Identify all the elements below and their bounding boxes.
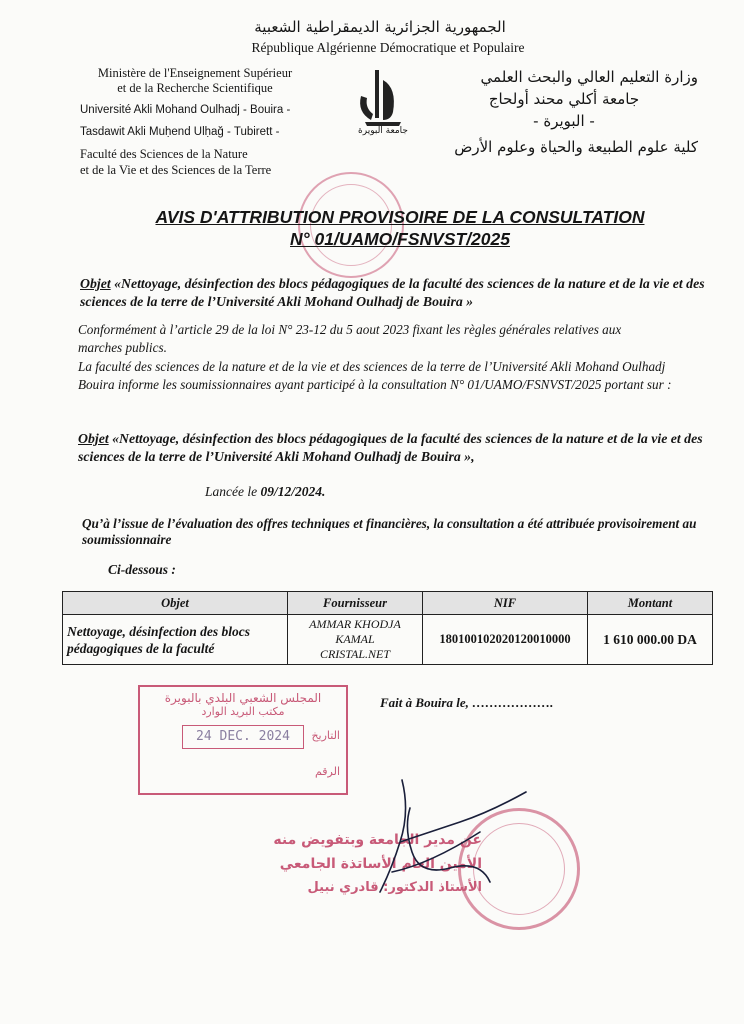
launch-date: 09/12/2024. bbox=[260, 484, 326, 499]
objet-block-2 bbox=[78, 430, 708, 466]
stamp-number-label: الرقم bbox=[314, 765, 340, 778]
objet-text-2: «Nettoyage, désinfection des blocs pédagogiques de la faculté des sciences de la nature et de la vie et des sciences de la terre de l’Université Akli Mohand Oulhadj de Bouira », bbox=[78, 431, 703, 464]
stamp-date-row bbox=[182, 725, 304, 749]
faculty-ar: كلية علوم الطبيعة والحياة وعلوم الأرض bbox=[454, 138, 698, 156]
university-logo bbox=[353, 62, 413, 142]
stamp-date-label: التاريخ bbox=[311, 729, 340, 742]
ministry-line-1: Ministère de l'Enseignement Supérieur bbox=[97, 66, 293, 80]
cell-montant: 1 610 000.00 DA bbox=[588, 615, 713, 665]
objet-label-2: Objet bbox=[78, 431, 109, 446]
faculty-announcement: La faculté des sciences de la nature et de la vie et des sciences de la terre de l’Université Akli Mohand Oulhadj Bouira informe les soumissionnaires ayant participé à la consultation N° 01/UAMO/FSNVST/2025 portant sur : bbox=[78, 359, 672, 392]
stamp-date: 24 DEC. 2024 bbox=[196, 729, 290, 744]
republic-ar: الجمهورية الجزائرية الديمقراطية الشعبية bbox=[254, 18, 506, 36]
logo-caption: جامعة البويرة bbox=[358, 126, 408, 136]
signature-line-1: عن مدير الجامعة وبتفويض منه bbox=[273, 832, 482, 848]
signature-place-date: Fait à Bouira le, ………………. bbox=[380, 695, 554, 710]
col-fournisseur: Fournisseur bbox=[288, 592, 423, 615]
university-ar: جامعة أكلي محند أولحاج bbox=[488, 90, 640, 108]
title-line-1: AVIS D'ATTRIBUTION PROVISOIRE DE LA CONSULTATION bbox=[155, 207, 645, 227]
faculty-line-1: Faculté des Sciences de la Nature bbox=[80, 147, 248, 161]
document-title bbox=[60, 206, 740, 250]
ministry-ar: وزارة التعليم العالي والبحث العلمي bbox=[480, 68, 698, 86]
objet-text-1: «Nettoyage, désinfection des blocs pédagogiques de la faculté des sciences de la nature et de la vie et des sciences de la terre de l’Université Akli Mohand Oulhadj de Bouira » bbox=[80, 276, 705, 309]
university-line: Université Akli Mohand Oulhadj - Bouira - bbox=[80, 104, 291, 116]
stamp-line-2: مكتب البريد الوارد bbox=[201, 705, 285, 718]
received-stamp bbox=[138, 685, 348, 795]
title-line-2: N° 01/UAMO/FSNVST/2025 bbox=[290, 229, 510, 249]
table-header-row bbox=[63, 592, 713, 615]
signature-line-2: الأمين العام الأساتذة الجامعي bbox=[279, 856, 482, 872]
launch-label: Lancée le bbox=[205, 484, 261, 499]
below-label: Ci-dessous : bbox=[108, 562, 176, 577]
cell-fournisseur bbox=[288, 615, 423, 665]
cell-nif: 180100102020120010000 bbox=[423, 615, 588, 665]
republic-fr: République Algérienne Démocratique et Populaire bbox=[251, 40, 525, 55]
col-objet: Objet bbox=[63, 592, 288, 615]
evaluation-text: Qu’à l’issue de l’évaluation des offres techniques et financières, la consultation a été attribuée provisoirement au soumissionnaire bbox=[82, 516, 697, 547]
ministry-line-2: et de la Recherche Scientifique bbox=[117, 81, 273, 95]
supplier-line-2: KAMAL bbox=[335, 632, 375, 646]
university-kabyle-line: Tasdawit Akli Muḥend Ulḥağ - Tubirett - bbox=[80, 126, 280, 138]
award-table bbox=[62, 591, 713, 665]
table-row bbox=[63, 615, 713, 665]
signature-line-3: الأستاذ الدكتور: قادري نبيل bbox=[307, 880, 482, 895]
faculty-line-2: et de la Vie et des Sciences de la Terre bbox=[80, 163, 272, 177]
col-montant: Montant bbox=[588, 592, 713, 615]
launch-date-line bbox=[205, 484, 325, 500]
objet-label-1: Objet bbox=[80, 276, 111, 291]
supplier-line-3: CRISTAL.NET bbox=[319, 647, 391, 661]
city-ar: - البويرة - bbox=[533, 112, 595, 130]
cell-objet: Nettoyage, désinfection des blocs pédagogiques de la faculté bbox=[63, 615, 288, 665]
supplier-line-1: AMMAR KHODJA bbox=[309, 617, 401, 631]
handwritten-signature bbox=[340, 772, 540, 912]
left-header bbox=[60, 65, 330, 178]
stamp-line-1: المجلس الشعبي البلدي بالبويرة bbox=[164, 691, 322, 705]
right-header bbox=[430, 66, 698, 158]
legal-reference: Conformément à l’article 29 de la loi N° 23-12 du 5 aout 2023 fixant les règles générales relatives aux marches publics. bbox=[78, 322, 622, 355]
objet-block-1 bbox=[80, 275, 705, 311]
col-nif: NIF bbox=[423, 592, 588, 615]
